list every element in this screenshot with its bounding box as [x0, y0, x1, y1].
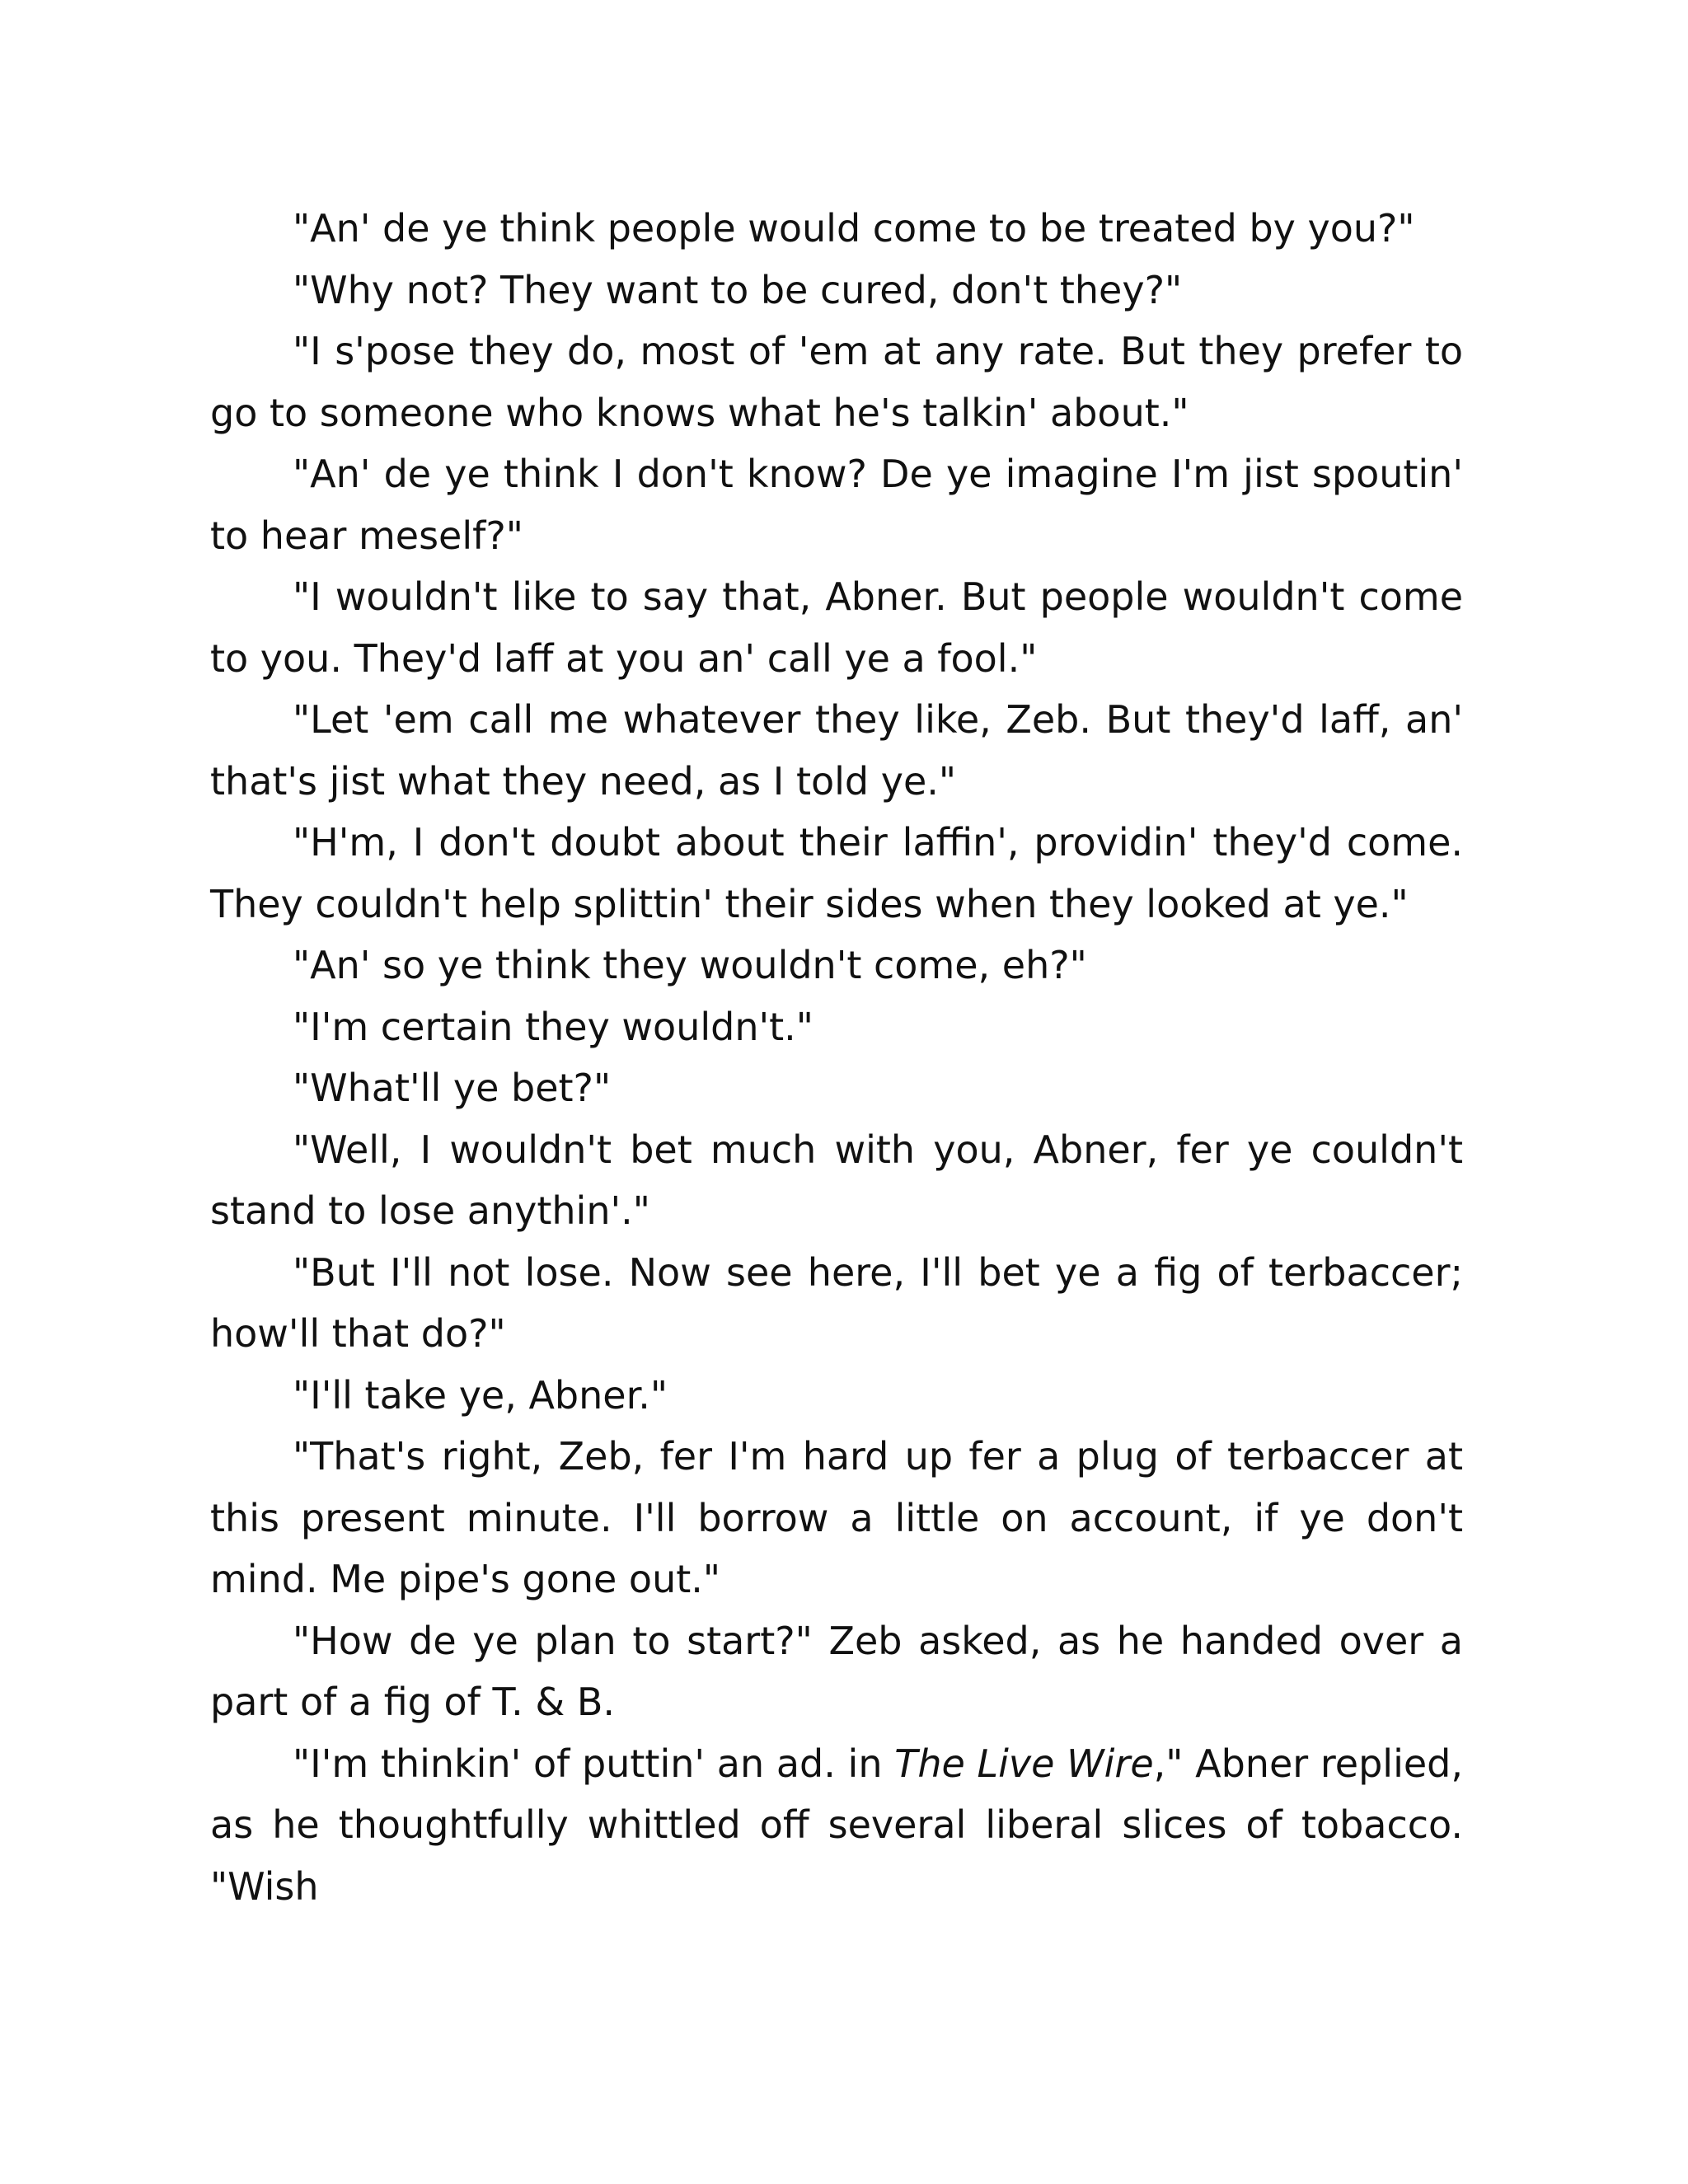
- paragraph-text: "H'm, I don't doubt about their laffin', providin' they'd come. They couldn't help splittin' their sides when they looked at ye.": [210, 820, 1463, 926]
- paragraph-text: "Let 'em call me whatever they like, Zeb. But they'd laff, an' that's jist what they need, as I told ye.": [210, 697, 1463, 804]
- paragraph-text: "An' de ye think I don't know? De ye imagine I'm jist spoutin' to hear meself?": [210, 452, 1463, 558]
- paragraph: [210, 812, 1463, 935]
- paragraph-text: "But I'll not lose. Now see here, I'll bet ye a fig of terbaccer; how'll that do?": [210, 1249, 1463, 1356]
- paragraph: [210, 689, 1463, 812]
- paragraph-text: "I'm certain they wouldn't.": [293, 1004, 814, 1049]
- paragraph: [210, 1426, 1463, 1610]
- paragraph-text: "What'll ye bet?": [293, 1066, 612, 1110]
- paragraph-text: "That's right, Zeb, fer I'm hard up fer a plug of terbaccer at this present minute. I'll borrow a little on account, if ye don't mind. Me pipe's gone out.": [210, 1434, 1463, 1601]
- paragraph: [210, 1733, 1463, 1918]
- paragraph-text: "How de ye plan to start?" Zeb asked, as he handed over a part of a fig of T. & B.: [210, 1618, 1463, 1724]
- paragraph-text: "I wouldn't like to say that, Abner. But people wouldn't come to you. They'd laff at you an' call ye a fool.": [210, 574, 1463, 681]
- paragraph-text: "An' so ye think they wouldn't come, eh?": [293, 943, 1087, 987]
- paragraph-text: "An' de ye think people would come to be treated by you?": [293, 206, 1415, 251]
- paragraph: [210, 1365, 1463, 1427]
- paragraph: [210, 1242, 1463, 1365]
- paragraph: [210, 996, 1463, 1058]
- paragraph: [210, 443, 1463, 566]
- paragraph-text: "I'll take ye, Abner.": [293, 1372, 668, 1418]
- book-page: [210, 198, 1463, 1917]
- paragraph: [210, 1119, 1463, 1242]
- paragraph-text: ," Abner replied, as he thoughtfully whittled off several liberal slices of tobacco. "Wish: [210, 1741, 1463, 1909]
- paragraph: [210, 1610, 1463, 1733]
- paragraph-text: "I s'pose they do, most of 'em at any rate. But they prefer to go to someone who knows what he's talkin' about.": [210, 329, 1463, 435]
- paragraph-text: "Well, I wouldn't bet much with you, Abner, fer ye couldn't stand to lose anythin'.": [210, 1127, 1463, 1233]
- paragraph: [210, 1057, 1463, 1119]
- paragraph: [210, 321, 1463, 443]
- paragraph-text: "Why not? They want to be cured, don't they?": [293, 267, 1183, 312]
- paragraph: [210, 198, 1463, 260]
- paragraph-text: "I'm thinkin' of puttin' an ad. in: [293, 1741, 895, 1786]
- paragraph: [210, 566, 1463, 689]
- paragraph: [210, 260, 1463, 321]
- italic-title-text: The Live Wire: [894, 1741, 1154, 1786]
- paragraph: [210, 935, 1463, 996]
